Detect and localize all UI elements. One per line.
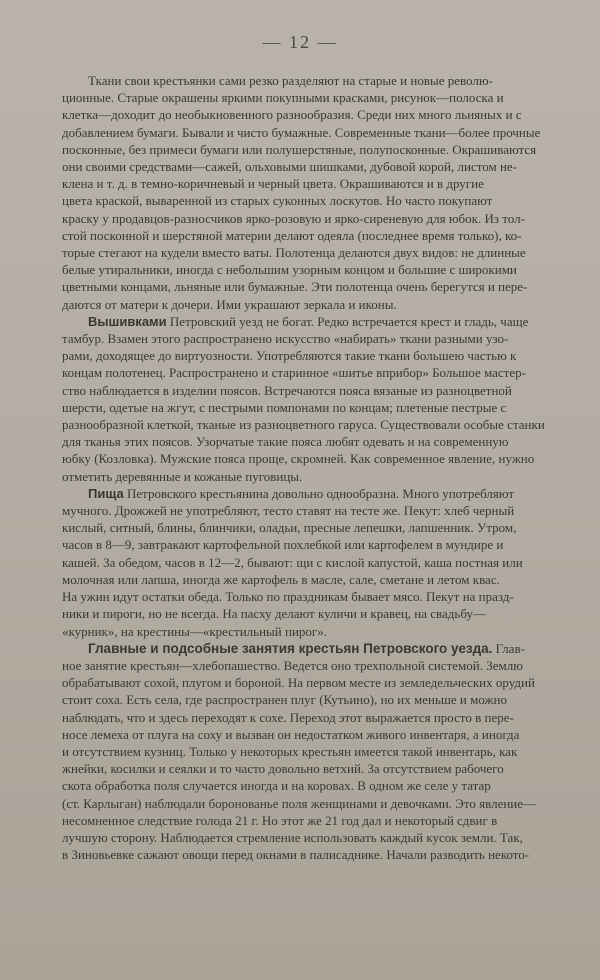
- text-line: ники и пироги, но не всегда. На пасху делают куличи и кравец, на свадьбу—: [62, 606, 486, 622]
- text-line: часов в 8—9, завтракают картофельной похлебкой или картофелем в мундире и: [62, 537, 504, 553]
- text-line: и отсутствием кузниц. Только у некоторых крестьян имеется такой инвентарь, как: [62, 743, 518, 759]
- text-line: ное занятие крестьян—хлебопашество. Ведется оно трехпольной системой. Землю: [62, 657, 523, 673]
- text-line: жнейки, косилки и сеялки и то часто довольно ветхий. За отсутствием рабочего: [62, 761, 504, 777]
- text-line: Ткани свои крестьянки сами резко разделяют на старые и новые револю-: [88, 73, 493, 88]
- text-line: рами, доходящее до виртуозности. Употребляются такие ткани большею частью к: [62, 348, 517, 364]
- text-line: белые утиральники, иногда с небольшим узорным концом и большие с широкими: [62, 262, 517, 278]
- text-line-occupations: Главные и подсобные занятия крестьян Петровского уезда. Глав-: [88, 640, 525, 656]
- text-line: разнообразной клеткой, тканые из разноцветного гаруса. Существовали особые станки: [62, 417, 545, 433]
- text-line: лучшую сторону. Наблюдается стремление использовать каждый кусок земли. Так,: [62, 829, 523, 845]
- text-line: клетка—доходит до необыкновенного разнообразия. Среди них много льняных и с: [62, 107, 522, 123]
- text-line: скота обработка поля случается иногда и на коровах. В одном же селе у татар: [62, 778, 491, 794]
- text-line: добавлением бумаги. Бывали и чисто бумажные. Современные ткани—более прочные: [62, 124, 541, 140]
- text-line: они своими средствами—сажей, ольховыми шишками, дубовой корой, листом не-: [62, 159, 518, 175]
- text-line: кислый, ситный, блины, блинчики, оладьи, пресные лепешки, лапшенник. Утром,: [62, 520, 517, 536]
- text-line-embroidery: Вышивками Петровский уезд не богат. Редко встречается крест и гладь, чаще: [88, 313, 529, 329]
- text-line: клена и т. д. в темно-коричневый и черный цвета. Окрашиваются и в другие: [62, 176, 484, 192]
- text-line: кашей. За обедом, часов в 12—2, бывают: щи с кислой капустой, каша постная или: [62, 554, 523, 570]
- text-line: тамбур. Взамен этого распространено искусство «набирать» ткани разными узо-: [62, 331, 509, 347]
- text-line: стой посконной и шерстяной материи делают одеяла (последнее время только), ко-: [62, 227, 522, 243]
- text-line: (ст. Карлыган) наблюдали боронованье поля женщинами и девочками. Это явление—: [62, 795, 537, 811]
- text-line: в Зиновьевке сажают овощи перед окнами в палисаднике. Начали разводить некото-: [62, 847, 530, 863]
- text-line: носе лемеха от плуга на соху и вызван он недостатком живого инвентаря, а иногда: [62, 726, 520, 742]
- text-line: мучного. Дрожжей не употребляют, тесто ставят на тесте же. Пекут: хлеб черный: [62, 503, 515, 519]
- section-heading: Пища: [88, 485, 124, 501]
- text-line: отметить деревянные и кожаные пуговицы.: [62, 468, 303, 484]
- text-line: стоит соха. Есть села, где распространен плуг (Кутьино), но их меньше и можно: [62, 692, 507, 708]
- section-heading: Главные и подсобные занятия крестьян Петровского уезда.: [88, 640, 493, 656]
- text-line: посконные, без примеси бумаги или полушерстяные, полупосконные. Окрашиваются: [62, 141, 537, 157]
- section-heading: Вышивками: [88, 313, 167, 329]
- text-line: «курник», на крестины—«крестильный пирог».: [62, 623, 327, 639]
- text-line: обрабатывают сохой, плугом и бороной. На первом месте из земледельческих орудий: [62, 675, 535, 691]
- text-line: наблюдать, что и здесь переходят к сохе. Переход этот выражается просто в пере-: [62, 709, 514, 725]
- text-line: молочная или лапша, иногда же картофель в масле, сале, сметане и летом квас.: [62, 571, 500, 587]
- text-line: шерсти, одетые на жгут, с пестрыми помпонами по концам; плетеные пестрые с: [62, 399, 507, 415]
- page-number: — 12 —: [262, 32, 338, 52]
- text-line: торые стегают на кудели вместо ваты. Полотенца делаются двух видов: не длинные: [62, 245, 526, 261]
- text-line: На ужин идут остатки обеда. Только по праздникам бывает мясо. Пекут на празд-: [62, 589, 514, 605]
- text-line: ство наблюдается в изделии поясов. Встречаются пояса вязаные из разноцветной: [62, 382, 512, 398]
- text-line: ционные. Старые окрашены яркими покупными красками, рисунок—полоска и: [62, 90, 504, 106]
- text-line: концам полотенец. Распространено и старинное «шитье вприбор» Большое мастер-: [62, 365, 526, 381]
- text-line: даются от матери к дочери. Ими украшают зеркала и иконы.: [62, 296, 397, 312]
- text-line: несомненное следствие голода 21 г. Но этот же 21 год дал и некоторый сдвиг в: [62, 812, 498, 828]
- text-line: для тканья этих поясов. Узорчатые такие пояса любят одевать и на современную: [62, 434, 509, 450]
- text-line-food: Пища Петровского крестьянина довольно однообразна. Много употребляют: [88, 485, 515, 501]
- text-line: цветными концами, льняные или бумажные. Эти полотенца очень берегутся и пере-: [62, 279, 528, 295]
- text-line: краску у продавцов-разносчиков ярко-розовую и ярко-сиреневую для юбок. Из тол-: [62, 210, 525, 226]
- text-line: юбку (Козловка). Мужские пояса проще, скромней. Как современное явление, нужно: [62, 451, 535, 467]
- body-text: [62, 72, 558, 863]
- text-line: цвета краской, вываренной из старых суконных лоскутов. Но часто покупают: [62, 193, 493, 209]
